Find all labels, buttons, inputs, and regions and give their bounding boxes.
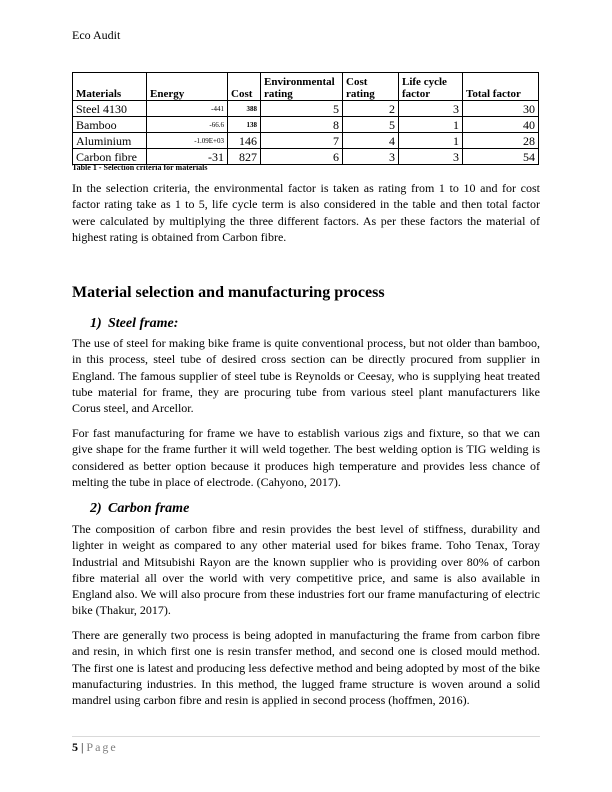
cell-env-rating: 5 bbox=[261, 101, 343, 117]
cell-total: 54 bbox=[463, 149, 539, 165]
carbon-paragraph-1: The composition of carbon fibre and resin provides the best level of stiffness, durability and lighter in weight as compared to any other material used for bikes frame. Toho Tenax, Toray Industrial and Mitsubishi Rayon are the known supplier who is providing over 80% of carbon fibre material all over the world with very competitive price, and same is also available in England also. We will also procure from these industries fort our frame manufacturing of electric bike (Thakur, 2017). bbox=[72, 522, 540, 618]
table-row bbox=[73, 117, 539, 133]
footer-divider bbox=[72, 736, 540, 737]
carbon-paragraph-2: There are generally two process is being adopted in manufacturing the frame from carbon fibre and resin, in which first one is resin transfer method, and second one is closed mould method. The first one is latest and producing less defective method and being adopted by most of the bike manufacturing industries. In this method, the lugged frame structure is woven around a solid mandrel using carbon fibre and resin is applied in second process (hoffmen, 2016). bbox=[72, 628, 540, 708]
cell-material: Steel 4130 bbox=[73, 101, 147, 117]
intro-paragraph: In the selection criteria, the environmental factor is taken as rating from 1 to 10 and for cost factor rating take as 1 to 5, life cycle term is also considered in the table and then total factor were calculated by multiplying the three different factors. As per these factors the material of highest rating is obtained from Carbon fibre. bbox=[72, 181, 540, 244]
table-header-row bbox=[73, 73, 539, 101]
subheading-text: Steel frame: bbox=[108, 316, 179, 331]
steel-paragraph-2: For fast manufacturing for frame we have to establish various zigs and fixture, so that we can give shape for the frame further it will weld together. The best welding option is TIG welding is considered as better option because it produces high temperature and provides less chance of melting the tube in place of electrode. (Cahyono, 2017). bbox=[72, 426, 540, 489]
cell-material: Aluminium bbox=[73, 133, 147, 149]
cell-cost: 827 bbox=[228, 149, 261, 165]
cell-cost-rating: 4 bbox=[343, 133, 399, 149]
selection-criteria-table bbox=[72, 72, 539, 165]
table-row bbox=[73, 101, 539, 117]
page-footer bbox=[72, 740, 118, 755]
cell-env-rating: 7 bbox=[261, 133, 343, 149]
col-header-cost: Cost bbox=[228, 73, 261, 101]
cell-env-rating: 8 bbox=[261, 117, 343, 133]
subheading-number: 2) bbox=[90, 501, 102, 516]
cell-cost: 138 bbox=[228, 117, 261, 133]
col-header-life-cycle-factor: Life cycle factor bbox=[399, 73, 463, 101]
col-header-environmental-rating: Environmental rating bbox=[261, 73, 343, 101]
cell-total: 40 bbox=[463, 117, 539, 133]
section-heading: Material selection and manufacturing process bbox=[72, 284, 385, 301]
col-header-total-factor: Total factor bbox=[463, 73, 539, 101]
cell-cost: 388 bbox=[228, 101, 261, 117]
cell-life-cycle: 1 bbox=[399, 133, 463, 149]
cell-total: 28 bbox=[463, 133, 539, 149]
footer-separator: | bbox=[81, 740, 84, 754]
col-header-materials: Materials bbox=[73, 73, 147, 101]
subheading-number: 1) bbox=[90, 316, 102, 331]
cell-life-cycle: 3 bbox=[399, 149, 463, 165]
col-header-energy: Energy bbox=[147, 73, 228, 101]
cell-cost-rating: 3 bbox=[343, 149, 399, 165]
page-label: Page bbox=[86, 740, 118, 754]
cell-cost: 146 bbox=[228, 133, 261, 149]
cell-total: 30 bbox=[463, 101, 539, 117]
cell-env-rating: 6 bbox=[261, 149, 343, 165]
cell-material: Carbon fibre bbox=[73, 149, 147, 165]
cell-material: Bamboo bbox=[73, 117, 147, 133]
cell-cost-rating: 5 bbox=[343, 117, 399, 133]
table-row bbox=[73, 133, 539, 149]
cell-energy: -31 bbox=[147, 149, 228, 165]
subheading-text: Carbon frame bbox=[108, 501, 190, 516]
cell-life-cycle: 3 bbox=[399, 101, 463, 117]
cell-energy: -441 bbox=[147, 101, 228, 117]
page-number: 5 bbox=[72, 740, 78, 754]
subheading-steel-frame bbox=[90, 316, 178, 332]
cell-energy: -66.6 bbox=[147, 117, 228, 133]
document-header: Eco Audit bbox=[72, 28, 121, 42]
cell-cost-rating: 2 bbox=[343, 101, 399, 117]
steel-paragraph-1: The use of steel for making bike frame is quite conventional process, but not older than bamboo, in this process, steel tube of desired cross section can be directly procured from supplier in England. The famous supplier of steel tube is Reynolds or Ceesay, who is supplying heat treated tube material for frame, they are procuring tube from various steel plant manufacturers like Corus steel, and Arcellor. bbox=[72, 336, 540, 416]
table-caption: Table 1 - Selection criteria for materials bbox=[72, 163, 208, 172]
subheading-carbon-frame bbox=[90, 501, 189, 517]
col-header-cost-rating: Cost rating bbox=[343, 73, 399, 101]
cell-life-cycle: 1 bbox=[399, 117, 463, 133]
cell-energy: -1.09E+03 bbox=[147, 133, 228, 149]
